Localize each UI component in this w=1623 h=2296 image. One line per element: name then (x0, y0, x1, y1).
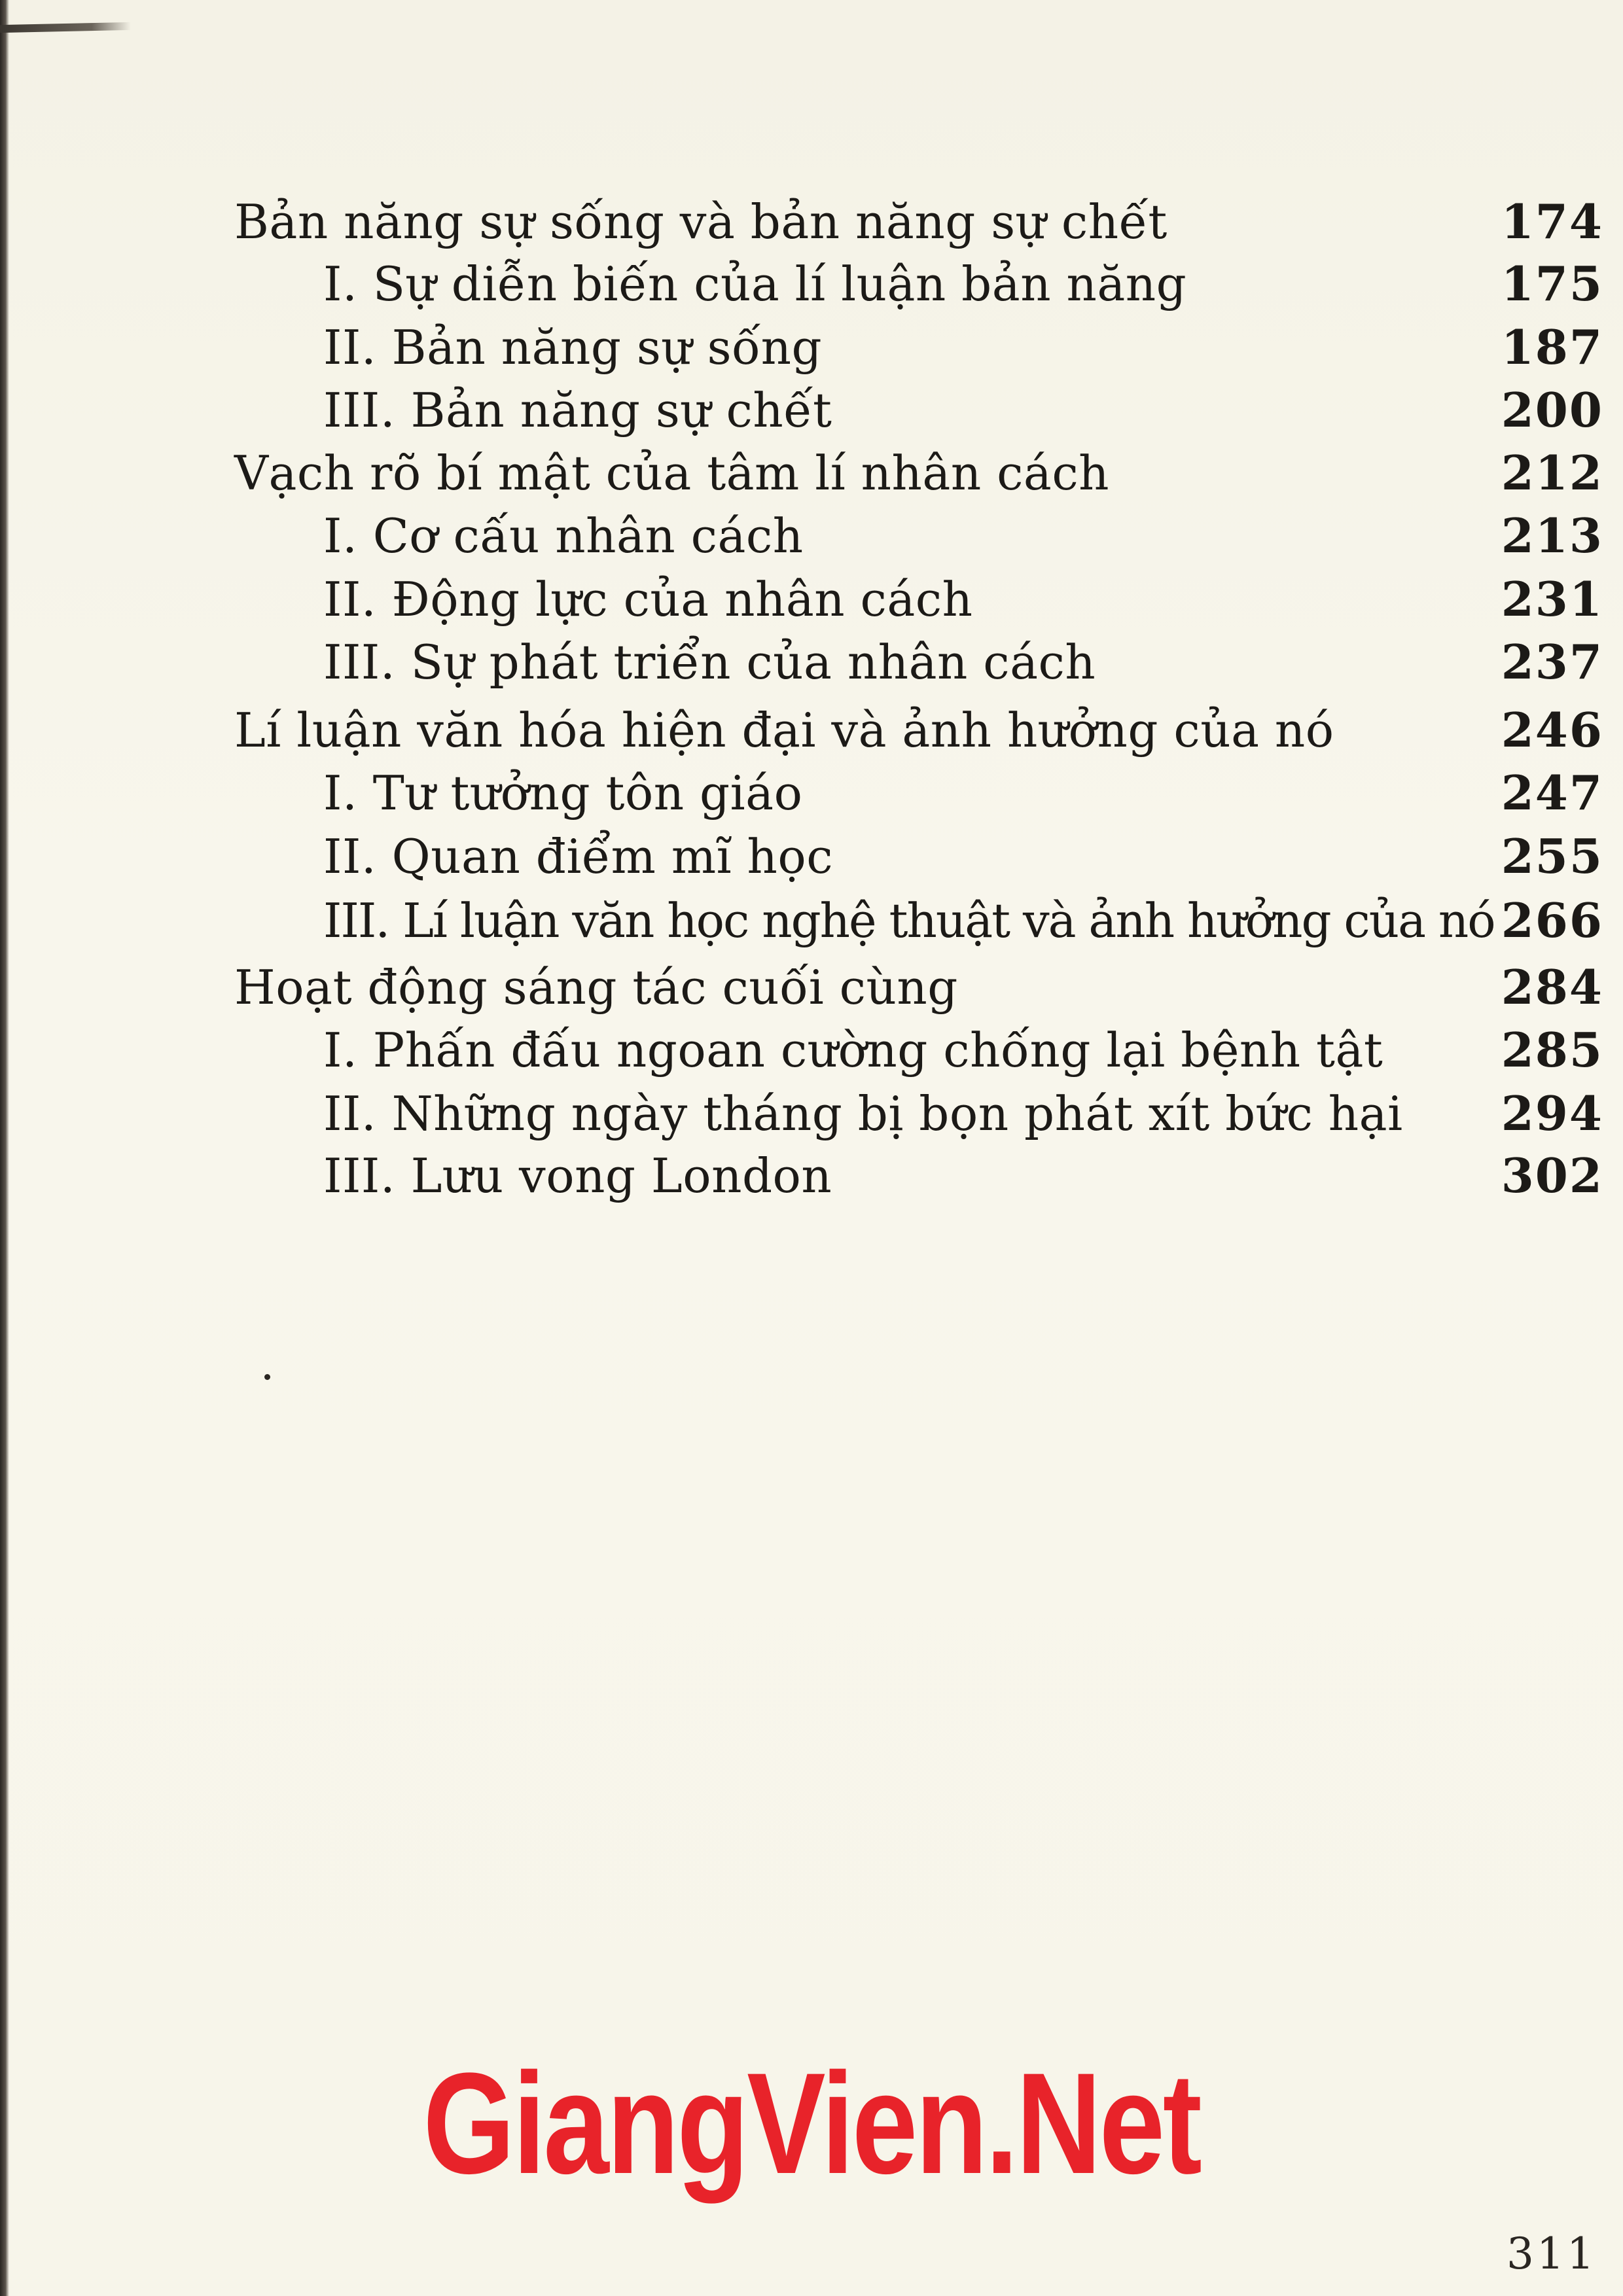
toc-entry-title: II. Những ngày tháng bị bọn phát xít bức hại (323, 1086, 1403, 1141)
toc-entry-title: II. Quan điểm mĩ học (323, 829, 834, 884)
toc-entry-title: III. Lí luận văn học nghệ thuật và ảnh hưởng của nó (323, 893, 1495, 948)
toc-entry (0, 252, 1623, 316)
toc-entry (0, 630, 1623, 694)
toc-entry (0, 889, 1623, 953)
toc-entry-page: 302 (1501, 1148, 1603, 1203)
toc-entry-title: III. Bản năng sự chết (323, 383, 832, 438)
ink-speck (264, 1374, 270, 1380)
toc-entry (0, 761, 1623, 825)
toc-entry-page: 246 (1501, 702, 1603, 758)
toc-entry-page: 284 (1501, 959, 1603, 1015)
toc-entry-page: 200 (1501, 382, 1603, 438)
toc-entry (0, 824, 1623, 889)
toc-entry-page: 175 (1501, 256, 1603, 311)
toc-entry-page: 294 (1501, 1086, 1603, 1141)
toc-entry-title: I. Phấn đấu ngoan cường chống lại bệnh tật (323, 1023, 1383, 1078)
toc-entry-title: Hoạt động sáng tác cuối cùng (234, 960, 958, 1015)
toc-entry (0, 1144, 1623, 1208)
toc-entry-title: I. Sự diễn biến của lí luận bản năng (323, 256, 1187, 311)
toc-entry (0, 504, 1623, 568)
toc-entry (0, 567, 1623, 631)
toc-entry-title: Lí luận văn hóa hiện đại và ảnh hưởng của nó (234, 703, 1334, 758)
toc-entry-page: 255 (1501, 828, 1603, 884)
page-number: 311 (1507, 2229, 1597, 2279)
toc-entry (0, 698, 1623, 762)
toc-entry-title: II. Bản năng sự sống (323, 320, 823, 375)
toc-entry (0, 955, 1623, 1019)
toc-entry-title: III. Lưu vong London (323, 1148, 832, 1203)
toc-entry-page: 266 (1501, 892, 1603, 948)
watermark: GiangVien.Net (423, 2043, 1200, 2204)
toc-entry-page: 247 (1501, 765, 1603, 821)
toc-entry-page: 174 (1501, 194, 1603, 249)
toc-entry-title: III. Sự phát triển của nhân cách (323, 635, 1096, 690)
toc-entry (0, 378, 1623, 442)
toc-entry-title: I. Cơ cấu nhân cách (323, 508, 804, 563)
toc-entry (0, 190, 1623, 254)
toc-entry-title: II. Động lực của nhân cách (323, 572, 973, 627)
toc-entry-page: 237 (1501, 634, 1603, 690)
toc-entry-title: Bản năng sự sống và bản năng sự chết (234, 194, 1168, 249)
toc-entry-page: 231 (1501, 571, 1603, 627)
toc-entry-title: I. Tư tưởng tôn giáo (323, 766, 803, 821)
toc-entry (0, 441, 1623, 505)
toc-entry-page: 213 (1501, 508, 1603, 563)
toc-entry (0, 1018, 1623, 1082)
toc-entry-page: 187 (1501, 319, 1603, 375)
toc-entry-page: 285 (1501, 1022, 1603, 1078)
toc-entry-page: 212 (1501, 445, 1603, 501)
toc-entry-title: Vạch rõ bí mật của tâm lí nhân cách (234, 446, 1110, 501)
toc-entry (0, 1082, 1623, 1146)
toc-entry (0, 315, 1623, 380)
